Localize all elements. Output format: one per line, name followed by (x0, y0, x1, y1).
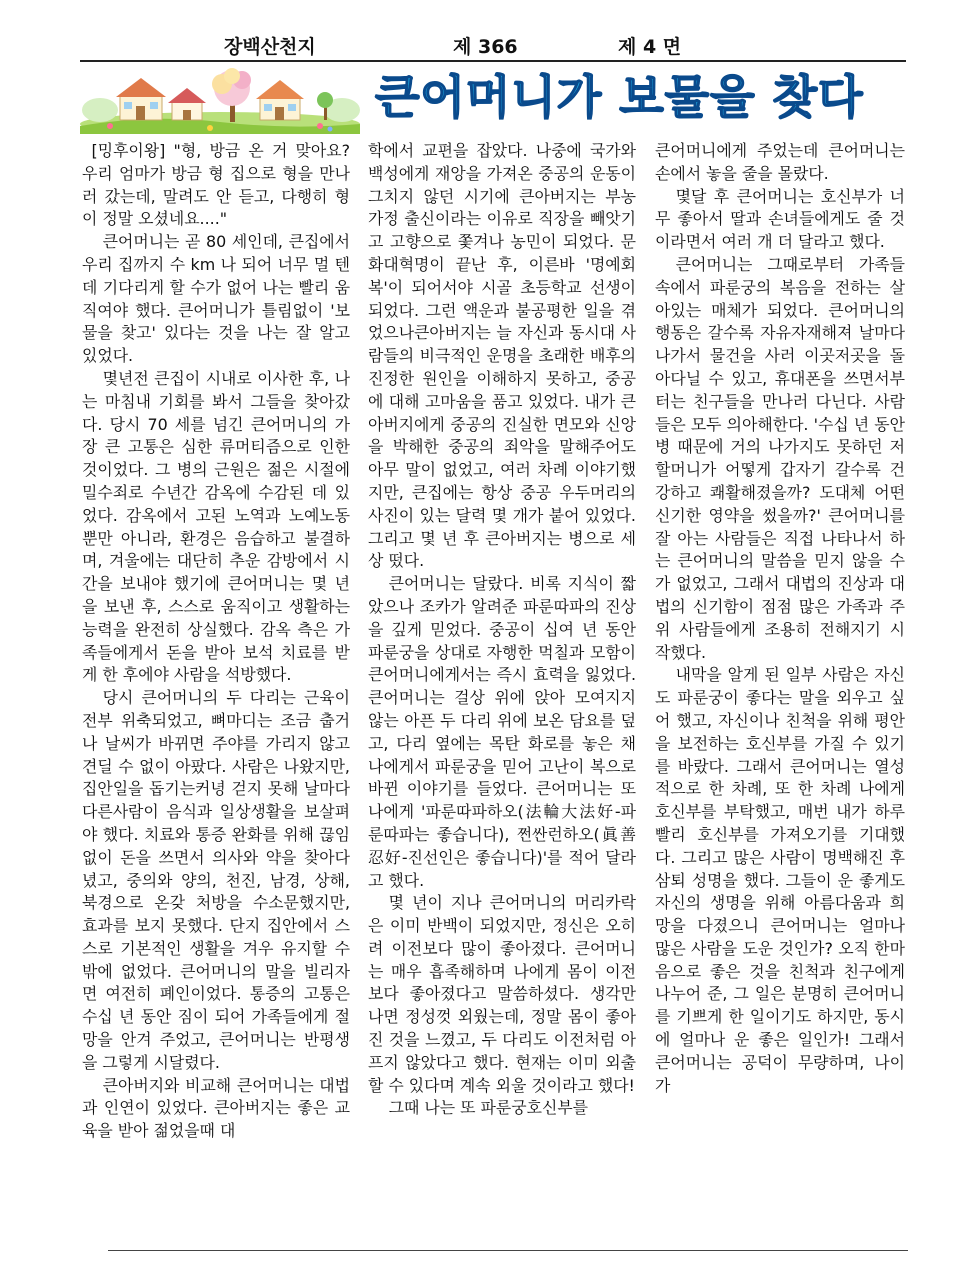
paragraph: 내막을 알게 된 일부 사람은 자신도 파룬궁이 좋다는 말을 외우고 싶어 했고, 자신이나 친척을 위해 평안을 보전하는 호신부를 가질 수 있기를 바랐다. 그래서 큰어머니는 열성적으로 한 차례, 또 한 차례 나에게 호신부를 부탁했고, 매번 내가 하루빨리 호신부를 가져오기를 기대했다. 그리고 많은 사람이 명백해진 후 삼퇴 성명을 했다. 그들이 운 좋게도 자신의 생명을 위해 아름다움과 희망을 다졌으니 큰어머니는 얼마나 많은 사람을 도운 것인가? 오직 한마음으로 좋은 것을 친척과 친구에게 나누어 준, 그 일은 분명히 큰어머니를 기쁘게 한 일이기도 하지만, 동시에 얼마나 운 좋은 일인가! 그래서 큰어머니는 공덕이 무량하며, 나이가 (655, 665, 905, 1095)
page-header (80, 32, 906, 60)
header-divider (80, 60, 906, 62)
paragraph: 몇 년이 지나 큰어머니의 머리카락은 이미 반백이 되었지만, 정신은 오히려 이전보다 많이 좋아졌다. 큰어머니는 매우 흡족해하며 나에게 몸이 이전보다 좋아졌다고 말씀하셨다. 생각만 나면 정성껏 외웠는데, 정말 몸이 좋아진 것을 느꼈고, 두 다리도 이전처럼 아프지 않았다고 했다. 현재는 이미 외출할 수 있다며 계속 외울 것이라고 했다! (368, 893, 636, 1095)
house-icon (168, 88, 206, 120)
paragraph: 큰어머니는 곧 80 세인데, 큰집에서 우리 집까지 수 km 나 되어 너무 멀 텐데 기다리게 할 수가 없어 나는 빨리 움직여야 했다. 큰어머니가 틀림없이 '보물을 찾고' 있다는 것을 나는 잘 알고 있었다. (82, 232, 350, 366)
paragraph: 당시 큰어머니의 두 다리는 근육이 전부 위축되었고, 뼈마디는 조금 춥거나 날씨가 바뀌면 주야를 가리지 않고 견딜 수 없이 아팠다. 사람은 나왔지만, 집안일을 돕기는커녕 걷지 못해 날마다 다른사람이 음식과 일상생활을 보살펴야 했다. 치료와 통증 완화를 위해 끊임없이 돈을 쓰면서 의사와 약을 찾아다녔고, 중의와 양의, 천진, 남경, 상해, 북경으로 온갖 처방을 수소문했지만, 효과를 보지 못했다. 단지 집안에서 스스로 기본적인 생활을 겨우 유지할 수밖에 없었다. 큰어머니의 말을 빌리자면 여전히 폐인이었다. 통증의 고통은 수십 년 동안 짐이 되어 가족들에게 절망을 안겨 주었고, 큰어머니는 반평생을 그렇게 시달렸다. (82, 688, 350, 1072)
house-icon (256, 80, 304, 120)
paragraph: 큰어머니는 그때로부터 가족들 속에서 파룬궁의 복음을 전하는 살아있는 매체가 되었다. 큰어머니의 행동은 갈수록 자유자재해져 날마다 나가서 물건을 사러 이곳저곳을 돌아다닐 수 있고, 휴대폰을 쓰면서부터는 친구들을 만나러 다닌다. 사람들은 모두 의아해한다. '수십 년 동안 병 때문에 거의 나가지도 못하던 저 할머니가 어떻게 갑자기 갈수록 건강하고 쾌활해졌을까? 도대체 어떤 신기한 영약을 썼을까?' 큰어머니를 잘 아는 사람들은 직접 나타나서 하는 큰어머니의 말씀을 믿지 않을 수가 없었고, 그래서 대법의 진상과 대법의 신기함이 점점 많은 가족과 주위 사람들에게 조용히 전해지기 시작했다. (655, 254, 905, 662)
village-illustration (80, 66, 360, 134)
paragraph: 그때 나는 또 파룬궁호신부를 (388, 1098, 589, 1118)
paragraph: 몇년전 큰집이 시내로 이사한 후, 나는 마침내 기회를 봐서 그들을 찾아갔다. 당시 70 세를 넘긴 큰어머니의 가장 큰 고통은 심한 류머티즘으로 인한 것이었다. 그 병의 근원은 젊은 시절에 밀수죄로 수년간 감옥에 수감된 데 있었다. 감옥에서 고된 노역과 노예노동뿐만 아니라, 환경은 음습하고 불결하며, 겨울에는 대단히 추운 감방에서 시간을 보내야 했기에 큰어머니는 몇 년을 보낸 후, 스스로 움직이고 생활하는 능력을 완전히 상실했다. 감옥 측은 가족들에게서 돈을 받아 보석 치료를 받게 한 후에야 사람을 석방했다. (82, 368, 350, 685)
article-column-1 (82, 140, 350, 1143)
article-column-2 (368, 140, 636, 1120)
paragraph: 큰어머니는 달랐다. 비록 지식이 짧았으나 조카가 알려준 파룬따파의 진상을 깊게 믿었다. 중공이 십여 년 동안 파룬궁을 상대로 자행한 먹칠과 모함이 큰어머니에게서는 즉시 효력을 잃었다. 큰어머니는 걸상 위에 앉아 모여지지 않는 아픈 두 다리 위에 보온 담요를 덮고, 다리 옆에는 목탄 화로를 놓은 채 나에게서 파룬궁을 믿어 고난이 복으로 바뀐 이야기를 들었다. 큰어머니는 또 나에게 '파룬따파하오(法輪大法好-파룬따파는 좋습니다), 쩐싼런하오(眞善忍好-진선인은 좋습니다)'를 적어 달라고 했다. (368, 574, 636, 890)
page-number: 제 4 면 (618, 36, 682, 58)
article-headline: 큰어머니가 보물을 찾다 (375, 70, 864, 124)
paragraph: 학에서 교편을 잡았다. 나중에 국가와 백성에게 재앙을 가져온 중공의 운동이 그치지 않던 시기에 큰아버지는 부농 가정 출신이라는 이유로 직장을 빼앗기고 고향으로 쫓겨나 농민이 되었다. 문화대혁명이 끝난 후, 이른바 '명예회복'이 되어서야 시골 초등학교 선생이 되었다. 그런 액운과 불공평한 일을 겪었으나큰아버지는 늘 자신과 동시대 사람들의 비극적인 운명을 초래한 배후의 진정한 원인을 이해하지 못하고, 중공에 대해 고마움을 품고 있었다. 내가 큰아버지에게 중공의 진실한 면모와 신앙을 박해한 중공의 죄악을 말해주어도 아무 말이 없었고, 여러 차례 이야기했지만, 큰집에는 항상 중공 우두머리의 사진이 있는 달력 몇 개가 붙어 있었다. 그리고 몇 년 후 큰아버지는 병으로 세상 떴다. (368, 141, 636, 571)
paragraph: [밍후이왕] "형, 방금 온 거 맞아요? 우리 엄마가 방금 형 집으로 형을 만나러 갔는데, 말려도 안 듣고, 다행히 형이 정말 오셨네요...." (82, 141, 350, 229)
house-icon (116, 78, 166, 120)
newspaper-title: 장백산천지 (224, 36, 316, 58)
issue-number: 제 366 (453, 36, 518, 58)
paragraph: 몇달 후 큰어머니는 호신부가 너무 좋아서 딸과 손녀들에게도 줄 것이라면서 여러 개 더 달라고 했다. (655, 186, 905, 252)
paragraph: 큰아버지와 비교해 큰어머니는 대법과 인연이 있었다. 큰아버지는 좋은 교육을 받아 젊었을때 대 (82, 1075, 350, 1141)
article-column-3 (655, 140, 905, 1097)
footer-divider (108, 1250, 908, 1251)
paragraph: 큰어머니에게 주었는데 큰어머니는 손에서 놓을 줄을 몰랐다. (655, 141, 905, 183)
